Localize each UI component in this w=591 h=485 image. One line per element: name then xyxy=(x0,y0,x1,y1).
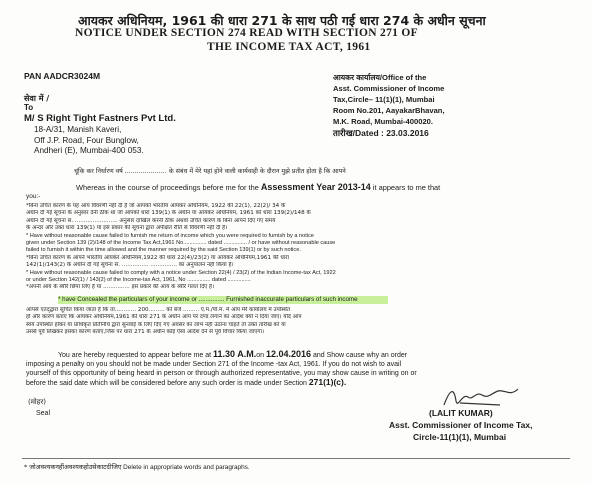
whereas-line xyxy=(76,182,440,192)
english-title-line1: NOTICE UNDER SECTION 274 READ WITH SECTION 271 OF xyxy=(75,27,418,39)
concealment-text: * have Concealed the particulars of your income or ............... Furnished inaccurate particulars of such income xyxy=(58,296,358,303)
hindi-line: स्वयं उपस्थित होकर या प्राधिकृत प्रतिनिधि द्वारा सुनवाई के लिए दिए गए अवसर का लाभ नहीं उठाना चाहते तो उक्त तारीख को या xyxy=(26,321,286,328)
addressee-address xyxy=(34,125,144,157)
hearing-line: imposing a penalty on you should not be made under Section 271 of the Income -tax Act, 1961. If you do not wish to avail xyxy=(26,361,402,368)
clause-line: अधीन दी गई सूचना सं. ........................ अनुसार दाखिल करनी ठीक अथवा उचित कारण के बिना आपने दिए गए समय xyxy=(26,217,276,224)
office-line-1: आयकर कार्यालय/Office of the xyxy=(333,73,427,82)
seva-mein: सेवा में / xyxy=(24,94,50,103)
pan-number: PAN AADCR3024M xyxy=(24,71,101,81)
footer-divider xyxy=(22,458,570,459)
english-title-line2: THE INCOME TAX ACT, 1961 xyxy=(207,41,371,53)
seal-label: Seal xyxy=(36,410,51,417)
to-label: To xyxy=(24,103,34,112)
address-line-2: Off J.P. Road, Four Bunglow, xyxy=(34,135,139,145)
office-address xyxy=(333,72,445,127)
hindi-hearing-paragraph xyxy=(26,307,571,337)
section-271: 271(1)(c). xyxy=(308,378,347,388)
assessment-year: Assessment Year 2013-14 xyxy=(260,182,371,192)
officer-designation: Asst. Commissioner of Income Tax, xyxy=(389,420,533,430)
clause-line: * Have without reasonable cause failed to furnish me return of income which you were required to furnish by a notice xyxy=(26,232,314,239)
office-line-4: Room No.201, AayakarBhavan, xyxy=(333,106,445,115)
hearing-line: yourself of this opportunity of being heard in person or through authorized representative, you may show cause in writing on or xyxy=(26,370,417,378)
footer-note: * जोअवश्यकनहींअवश्यकहोउसेकाटदीजिए Delete in appropriate words and paragraphs. xyxy=(24,463,250,471)
clause-line: * Have without reasonable cause failed to comply with a notice under Section 22(4) / 23(2) of the Indian Income-tax Act, 1922 xyxy=(26,269,336,276)
clause-line: के अन्दर और उक्त धारा 139(1) या इस प्रकार की सूचना द्वारा अपेक्षित रीति से विवरणी नहीं दी है। xyxy=(26,225,228,232)
hindi-line: हो और कारण बताएं कि आयकर अधिनियम,1961 की धारा 271 के अधीन आप पर दण्ड लगाने का आदेश क्यों न दिया जाए। यदि आप xyxy=(26,314,302,321)
office-line-2: Asst. Commissioner of Income xyxy=(333,84,445,93)
hearing-line-1: You are hereby requested to appear before me at 11.30 A.M.on 12.04.2016 and Show cause why an order xyxy=(58,349,408,359)
office-line-5: M.K. Road, Mumbai-400020. xyxy=(333,117,434,126)
office-line-3: Tax,Circle– 11(1)(1), Mumbai xyxy=(333,95,435,104)
clause-line: अधीन दी गई सूचना के अनुसार देनी ठीक था जो आपको धारा 139(1) के अधीन या आयकर अधिनियम, 1961 को धारा 139(2)/148 के xyxy=(26,210,311,217)
mohar-label: (मोहर) xyxy=(28,398,47,406)
hindi-line: उससे पूर्व लिखकर इसका कारण बताएं,जिस पर धारा 271 के अधीन कोई ऐसा आदेश देने से पूर्व विचार किया जाएगा। xyxy=(26,329,265,336)
hearing-time: 11.30 A.M. xyxy=(213,349,257,359)
whereas-text: Whereas in the course of proceedings before me for the xyxy=(76,183,261,192)
clause-line: given under Section 139 (2)/148 of the Income Tax Act,1961 No............... dated ............... / or have without reasonable cause xyxy=(26,240,336,247)
concealment-highlight xyxy=(58,296,388,304)
clause-line: *बिना उचित कारण के यह आय विवरणी नहीं दी है जो आपको भारतीय आयकर अधिनियम, 1922 की 22(1), 22(2)/ 34 के xyxy=(26,203,286,209)
hindi-opening-line: चूंकि कर निर्धारण वर्ष ..................... के संबंध में मेरे यहां होने वाली कार्यवाही के दौरान मुझे प्रतीत होता है कि आपने xyxy=(74,168,346,175)
address-line-3: Andheri (E), Mumbai-400 053. xyxy=(34,146,144,155)
addressee-name: M/ S Right Tight Fastners Pvt Ltd. xyxy=(24,113,176,124)
officer-circle: Circle-11(1)(1), Mumbai xyxy=(413,432,507,442)
notice-date: तारीख/Dated : 23.03.2016 xyxy=(333,128,429,138)
clause-line: 142(1)/143(2) के अधीन दी गई सूचना सं. ............... ............... का अनुपालन नहीं किया है। xyxy=(26,262,234,269)
clause-line: or under Section 142(1) / 143(2) of the Income-tax Act, 1961, No ............... dated ............... xyxy=(26,277,251,284)
hindi-title: आयकर अधिनियम, 1961 की धारा 271 के साथ पठी गई धारा 274 के अधीन सूचना xyxy=(78,13,486,28)
clause-line: *बिना उचित कारण के आपने भारतीय आयकर अधिनियम,1922 की धारा 22(4)/23(2) या आयकर अधिनियम,1961 की धारा xyxy=(26,254,289,261)
whereas-suffix: it appears to me that xyxy=(370,183,441,192)
hearing-line: before the said date which will be considered before any such order is made under Section 271(1)(c). xyxy=(26,378,347,388)
hearing-date: 12.04.2016 xyxy=(265,349,311,359)
you-label: you:- xyxy=(26,193,41,200)
clause-line: failed to furnish it within the time allowed and the manner required by the said Section 139(1) or by such notice. xyxy=(26,247,301,254)
hindi-line: आपसे एतद्‌द्वारा सूचित किया जाता है कि ता............ 200......... को बजे ......... ए.म./पी.म. में आप मेरे कार्यालय में उपस्थित xyxy=(26,307,291,313)
clause-block xyxy=(26,203,571,292)
address-line-1: 18-A/31, Manish Kaveri, xyxy=(34,125,122,134)
clause-line: *अपनी आय के ब्यौरे छिपा लिए हैं या ............... इस प्रकार की आय के ब्यौरे गलत दिए हैं। xyxy=(26,284,215,291)
officer-name: (LALIT KUMAR) xyxy=(429,408,493,418)
